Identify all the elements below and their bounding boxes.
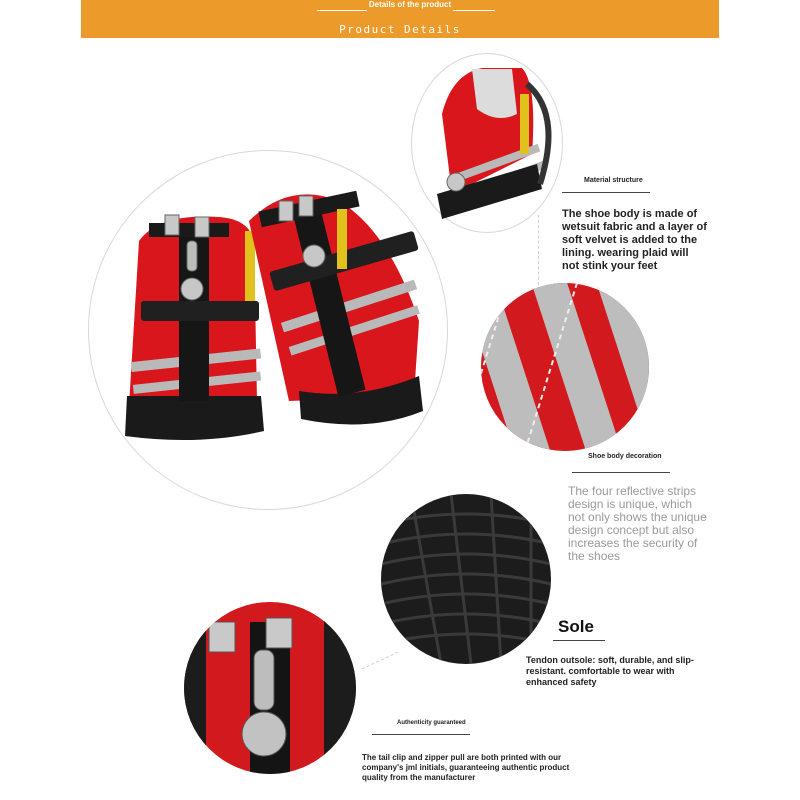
main-product-circle xyxy=(88,150,448,510)
banner-line-right xyxy=(453,10,495,11)
connector-sole xyxy=(362,652,399,670)
authenticity-rule xyxy=(372,734,470,735)
sole-rule xyxy=(553,640,605,641)
banner-subtitle: Details of the product xyxy=(368,0,452,9)
decoration-label: Shoe body decoration xyxy=(588,453,662,460)
header-banner xyxy=(81,0,719,38)
material-rule xyxy=(562,192,650,193)
decoration-rule xyxy=(572,472,670,473)
material-structure-circle xyxy=(411,53,563,233)
sole-description: Tendon outsole: soft, durable, and slip-resistant. comfortable to wear with enhanced safety xyxy=(526,655,694,687)
sole-tread-image xyxy=(381,494,551,664)
zipper-pull-image xyxy=(184,602,356,774)
sole-label: Sole xyxy=(558,617,594,636)
decoration-circle xyxy=(481,283,649,451)
right-shoe xyxy=(249,191,423,425)
decoration-description: The four reflective strips design is unique, which not only shows the unique design concept but also increases the security of the shoes xyxy=(568,484,707,563)
shoes-pair-image xyxy=(89,151,447,509)
shoe-lining-image xyxy=(412,54,562,232)
reflective-strip-image xyxy=(481,283,649,451)
left-shoe xyxy=(125,215,264,440)
material-label: Material structure xyxy=(584,177,643,184)
banner-title: Product Details xyxy=(339,23,461,36)
authenticity-label: Authenticity guaranteed xyxy=(397,720,466,726)
material-description: The shoe body is made of wetsuit fabric and a layer of soft velvet is added to the lining. wearing plaid will not stink your feet xyxy=(562,208,707,272)
banner-line-left xyxy=(317,10,367,11)
authenticity-description: The tail clip and zipper pull are both printed with our company's jml initials, guaranteeing authentic product quality from the manufacturer xyxy=(362,753,570,782)
sole-circle xyxy=(381,494,551,664)
connector-material xyxy=(538,215,539,295)
authenticity-circle xyxy=(184,602,356,774)
